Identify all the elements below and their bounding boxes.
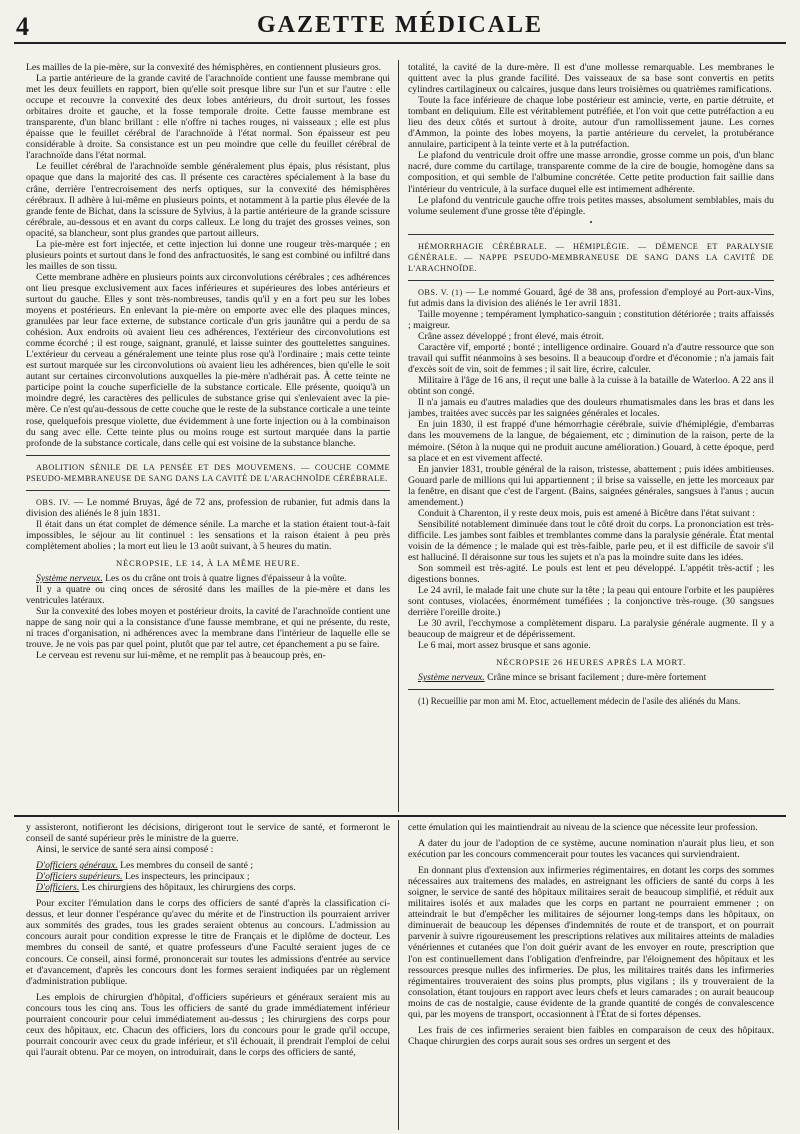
- paragraph: Il y a quatre ou cinq onces de sérosité dans les mailles de la pie-mère et dans les ventricules latéraux.: [26, 584, 390, 607]
- paragraph: cette émulation qui les maintiendrait au niveau de la science que nécessite leur profession.: [408, 822, 758, 833]
- necropsy-heading: NÉCROPSIE 26 HEURES APRÈS LA MORT.: [496, 657, 686, 668]
- case-heading: HÉMORRHAGIE CÉRÉBRALE. — HÉMIPLÉGIE. — DÉMENCE ET PARALYSIE GÉNÉRALE. — NAPPE PSEUDO-MEMBRANEUSE DE SANG DANS LA CAVITÉ DE L'ARACHNOÏDE.: [408, 241, 774, 273]
- rank-label: D'officiers.: [36, 882, 80, 894]
- column-left-top: [26, 62, 390, 810]
- masthead: [14, 8, 786, 44]
- paragraph: Taille moyenne ; tempérament lymphatico-sanguin ; constitution détériorée ; traits affaissés ; maigreur.: [408, 308, 774, 331]
- separator: [408, 234, 774, 235]
- paragraph: Il n'a jamais eu d'autres maladies que des douleurs rhumatismales dans les bras et dans les jambes, traitées avec succès par les saignées générales et locales.: [408, 397, 774, 420]
- page-title: GAZETTE MÉDICALE: [256, 12, 544, 38]
- paragraph: Le cerveau est revenu sur lui-même, et ne remplit pas à beaucoup près, en-: [36, 650, 326, 662]
- observation-text: — Le nommé Bruyas, âgé de 72 ans, profession de rubanier, fut admis dans la division des aliénés le 8 juin 1831.: [26, 496, 390, 519]
- paragraph: Ainsi, le service de santé sera ainsi composé :: [36, 844, 214, 856]
- column-right-bottom: [408, 822, 774, 1128]
- separator: [26, 455, 390, 456]
- paragraph: La partie antérieure de la grande cavité de l'arachnoïde contient une fausse membrane qui met les deux feuillets en rapport, bien qu'elle soit presque libre sur l'un et sur l'autre : elle occupe et recouvre la convexité des deux lobes antérieurs, du droit surtout, les fosses orbitaires droite et gauche, et la fosse temporale droite. Cette fausse membrane est transparente, d'un blanc brillant : elle n'offre ni taches rouges, ni vaisseaux ; elle est plus épaisse que le feuillet cérébral de l'arachnoïde à l'état normal. Son épaisseur est peu considérable à droite. Sa consistance est un peu moindre que celle du feuillet cérébral de l'arachnoïde dans l'état normal.: [26, 73, 390, 162]
- observation-intro: [26, 497, 390, 519]
- paragraph: Caractère vif, emporté ; bonté ; intelligence ordinaire. Gouard n'a d'autre ressource que son travail qui suffit néanmoins à ses besoins. Il a beaucoup d'ordre et d'économie ; n'a jamais fait d'excès soit de vin, soit de femmes ; il sait lire, écrire, calculer.: [408, 342, 774, 376]
- paragraph: Sur la convexité des lobes moyen et postérieur droits, la cavité de l'arachnoïde contient une nappe de sang noir qui a la consistance d'une fausse membrane, et qui ne présente, du reste, ni traces d'organisation, ni adhérences avec la membrane dans l'intérieur de laquelle elle se trouve. Je ne vois pas par quel point, plutôt que par tel autre, cet épanchement a pu se faire.: [26, 606, 390, 651]
- observation-intro: [408, 287, 774, 309]
- paragraph: En janvier 1831, trouble général de la raison, tristesse, abattement ; puis idées ambitieuses. Gouard parle de millions qui lui appartiennent ; il brise sa vaisselle, en jette les morceaux par la fenêtre, en disant que c'est de l'argent. (Bains, saignées générales, sangsues à l'anus ; aucun amendement.): [408, 463, 774, 508]
- paragraph: A dater du jour de l'adoption de ce système, aucune nomination n'aurait plus lieu, et son exécution par les concours commencerait pour toutes les vacances qui surviendraient.: [408, 838, 774, 861]
- observation-label: OBS. IV.: [36, 497, 71, 507]
- ornament: •: [589, 217, 593, 227]
- paragraph: Militaire à l'âge de 16 ans, il reçut une balle à la cuisse à la bataille de Waterloo. A 22 ans il obtint son congé.: [408, 375, 774, 398]
- list-item: [26, 882, 390, 893]
- paragraph: totalité, la cavité de la dure-mère. Il est d'une mollesse remarquable. Les membranes le quittent avec la plus grande facilité. Des vaisseaux de sa base sont convertis en petits cylindres cartilagineux ou calcaires, jusque dans leurs troisièmes ou quatrièmes ramifications.: [408, 62, 774, 96]
- paragraph: Les mailles de la pie-mère, sur la convexité des hémisphères, en contiennent plusieurs gros.: [26, 62, 382, 73]
- necropsy-heading: NÉCROPSIE, LE 14, À LA MÊME HEURE.: [115, 557, 301, 568]
- paragraph: En juin 1830, il est frappé d'une hémorrhagie cérébrale, suivie d'hémiplégie, d'embarras dans les mouvemens de la langue, de bégaiement, etc ; diminution de la raison, perte de la mémoire. (Séton à la nuque qui ne produit aucune amélioration.) Gouard, à cette époque, perd sa place et en est vivement affecté.: [408, 419, 774, 464]
- paragraph: Pour exciter l'émulation dans le corps des officiers de santé d'après la classification ci-dessus, et leur donner l'espérance qu'avec du mérite et de l'instruction ils pourraient arriver aux sommités des grades, tous les grades seraient obtenus au concours. L'admission au concours aurait pour condition expresse le titre de Français et le diplôme de docteur. Les membres du conseil de santé, et quatre professeurs d'une Faculté seraient juges de ce concours. Ce conseil, ainsi formé, prononcerait sur toutes les admissions d'entrée au service et d'avancement, d'après les concours dont les formes seraient indiquées par un règlement d'administration publique.: [26, 898, 390, 987]
- case-heading: ABOLITION SÉNILE DE LA PENSÉE ET DES MOUVEMENS. — COUCHE COMME PSEUDO-MEMBRANEUSE DE SANG DANS LA CAVITÉ DE L'ARACHNOÏDE CÉRÉBRALE.: [26, 462, 390, 483]
- paragraph: Le 6 mai, mort assez brusque et sans agonie.: [418, 640, 591, 652]
- system-text: Les os du crâne ont trois à quatre lignes d'épaisseur à la voûte.: [102, 573, 347, 585]
- rank-label: D'officiers supérieurs.: [36, 871, 123, 883]
- paragraph: [26, 573, 390, 584]
- paragraph: Crâne assez développé ; front élevé, mais étroit.: [418, 331, 604, 343]
- paragraph: Le plafond du ventricule droit offre une masse arrondie, grosse comme un pois, d'un blanc nacré, dure comme du cartilage, transparente comme de la cire de bougie, homogène dans sa composition, et qui semble de l'albumine concrétée. Cette petite production fait saillie dans l'intérieur du ventricule, à la surface duquel elle est intimement adhérente.: [408, 150, 774, 195]
- system-label: Système nerveux.: [36, 573, 103, 585]
- system-text: Crâne mince se brisant facilement ; dure-mère fortement: [484, 672, 707, 684]
- observation-label: OBS. V. (1): [418, 287, 463, 297]
- paragraph: Toute la face inférieure de chaque lobe postérieur est amincie, verte, en partie détruite, et tombant en deliquium. Elle est véritablement putréfiée, et l'on voit que cette putréfaction a eu lieu des deux côtés et surtout à droite, autour d'un ramollissement jaune. Les cornes d'Ammon, la pointe des lobes moyens, la partie antérieure du cervelet, la protubérance annulaire, participent à la teinte verte et à la putréfaction.: [408, 95, 774, 151]
- page-number: 4: [16, 12, 29, 41]
- column-left-bottom: [26, 822, 390, 1128]
- list-item: [26, 871, 390, 882]
- paragraph: Il était dans un état complet de démence sénile. La marche et la station étaient tout-à-fait impossibles, le séjour au lit continuel : les sensations et la raison étaient à peu près complètement abolies ; la mort eut lieu le 13 août suivant, à 5 heures du matin.: [26, 518, 390, 552]
- column-divider: [398, 60, 399, 812]
- paragraph: Cette membrane adhère en plusieurs points aux circonvolutions cérébrales ; ces adhérences ont lieu presque exclusivement aux faces inférieures et supérieures des lobes antérieurs et surtout du gauche. Elles y sont très-nombreuses, tandis qu'il y en a fort peu sur les lobes moyens et postérieurs. En enlevant la pie-mère on emporte avec elle des plaques minces, granulées par leur face externe, de substance corticale d'un gris jaunâtre qui a perdu de sa cohésion. Aux endroits où avaient lieu ces adhérences, l'extérieur des circonvolutions est comme écorché ; il est rouge, saignant, granulé, et laisse suinter des gouttelettes sanguines. L'extérieur du cerveau a généralement une teinte plus rose qu'à l'ordinaire ; mais cette teinte est surtout marquée sur les circonvolutions où avaient lieu les adhérences, bien qu'elle le soit autant sur certaines circonvolutions auxquelles la pie-mère n'adhérait pas. À cette teinte ne participe point la couche superficielle de la substance corticale. Elle présente, quoiqu'à un moindre degré, les caractères des pellicules de substance grise qui s'enlevaient avec la pie-mère. Ce n'est qu'au-dessous de cette couche que le reste de la substance corticale a une teinte rose, quelquefois presque violette, due évidemment à une forte injection ou à la combinaison du sang avec elle. Cette teinte plus ou moins rouge est surtout marquée dans la partie profonde de la substance corticale, dans celle qui est voisine de la substance blanche.: [26, 271, 390, 449]
- paragraph: Sensibilité notablement diminuée dans tout le côté droit du corps. La prononciation est très-difficile. Les jambes sont faibles et tremblantes comme dans la paralysie générale. État mental voisin de la démence ; le malade qui est très-faible, parle peu, et il est difficile de savoir s'il est halluciné. Il déraisonne sur tous les sujets et n'a pas la moindre suite dans les idées.: [408, 518, 774, 563]
- observation-text: — Le nommé Gouard, âgé de 38 ans, profession d'employé au Port-aux-Vins, fut admis dans la division des aliénés le 1er avril 1831.: [408, 286, 774, 309]
- paragraph: Conduit à Charenton, il y reste deux mois, puis est amené à Bicêtre dans l'état suivant :: [418, 507, 755, 519]
- column-divider: [398, 820, 399, 1130]
- paragraph: Les emplois de chirurgien d'hôpital, d'officiers supérieurs et généraux seraient mis au concours tous les cinq ans. Tous les officiers de santé du grade immédiatement inférieur pourraient concourir pour celui immédiatement au-dessus ; les chirurgiens des corps pour ceux des hôpitaux, etc. Chacun des officiers, lors du concours pour le grade qu'il occupe, pourrait concourir avec ceux du grade inférieur, et s'il échouait, il prendrait l'emploi de celui qui l'aurait obtenu. Par ce moyen, on introduirait, dans le corps des officiers de santé,: [26, 991, 390, 1058]
- paragraph: [408, 672, 774, 683]
- paragraph: La pie-mère est fort injectée, et cette injection lui donne une rougeur très-marquée ; en plusieurs points et surtout dans le fond des anfractuosités, le sang est combiné ou infiltré dans les mailles de son tissu.: [26, 238, 390, 272]
- footnote-separator: [408, 689, 774, 690]
- separator: [26, 490, 390, 491]
- rank-text: Les inspecteurs, les principaux ;: [122, 871, 250, 883]
- rank-text: Les chirurgiens des hôpitaux, les chirurgiens des corps.: [79, 882, 296, 894]
- section-divider: [14, 815, 786, 817]
- paragraph: Le 24 avril, le malade fait une chute sur la tête ; la peau qui entoure l'orbite et les paupières sont contuses, violacées, énormément tuméfiées ; la conjonctive très-rouge. (30 sangsues derrière l'oreille droite.): [408, 585, 774, 619]
- paragraph: En donnant plus d'extension aux infirmeries régimentaires, en dotant les corps des sommes nécessaires aux traitemens des malades, en astreignant les officiers de santé du corps à les soigner, le service de santé des hôpitaux militaires serait de beaucoup simplifié, et réduit aux militaires isolés et aux malades que les corps en partant ne pourraient emmener ; on atteindrait le but d'empêcher les militaires de séjourner long-temps dans les hôpitaux, on diminuerait de beaucoup les dépenses d'indemnités de route et de transport, et on pourrait parvenir à suivre rigoureusement les prescriptions relatives aux militaires atteints de maladies vénériennes et cutanées que l'on doit guérir avant de les envoyer en route, prescription que l'on est continuellement dans l'obligation d'enfreindre, par l'éloignement des hôpitaux et les ressources presque nulles des infirmeries. De plus, les militaires traités dans les infirmeries régimentaires trouveraient des soins plus prompts, plus vigilans ; ils y trouveraient de la consolation, étant toujours en rapport avec leurs chefs et leurs camarades ; on aurait beaucoup moins de cas de nostalgie, cause évidente de la grande quantité de congés de convalescence qui, par les moyens de transport, occasionnent à l'État de si fortes dépenses.: [408, 865, 774, 1020]
- column-right-top: [408, 62, 774, 810]
- rank-text: Les membres du conseil de santé ;: [117, 860, 254, 872]
- paragraph: Le 30 avril, l'ecchymose a complètement disparu. La paralysie générale augmente. Il y a beaucoup de maigreur et de dépérissement.: [408, 618, 774, 641]
- system-label: Système nerveux.: [418, 672, 485, 684]
- paragraph: Le feuillet cérébral de l'arachnoïde semble généralement plus épais, plus résistant, plus opaque que dans la majorité des cas. Il présente ces caractères spécialement à la base du crâne, derrière l'entrecroisement des nerfs optiques, sur la convexité des hémisphères cérébraux. Il adhère à lui-même en plusieurs points, et notamment à la partie plus élevée de la grande fente de Bichat, dans la scissure de Sylvius, à la partie antérieure de la grande scissure cérébrale, au-dessous et en avant du corps calleux. Le long du trajet des grosses veines, son opacité, sa blancheur, sont plus grandes que partout ailleurs.: [26, 161, 390, 239]
- paragraph: Le plafond du ventricule gauche offre trois petites masses, absolument semblables, mais du volume seulement d'une grosse tête d'épingle.: [408, 194, 774, 217]
- paragraph: Les frais de ces infirmeries seraient bien faibles en comparaison de ceux des hôpitaux. Chaque chirurgien des corps aurait sous ses ordres un sergent et des: [408, 1024, 774, 1047]
- footnote: (1) Recueillie par mon ami M. Etoc, actuellement médecin de l'asile des aliénés du Mans.: [418, 696, 741, 707]
- separator: [408, 280, 774, 281]
- paragraph: y assisteront, notifieront les décisions, dirigeront tout le service de santé, et formeront le conseil de santé supérieur près le ministre de la guerre.: [26, 822, 390, 845]
- rank-label: D'officiers généraux.: [36, 860, 118, 872]
- list-item: [26, 860, 390, 871]
- paragraph: Son sommeil est très-agité. Le pouls est lent et peu développé. L'appétit très-actif ; les digestions bonnes.: [408, 563, 774, 586]
